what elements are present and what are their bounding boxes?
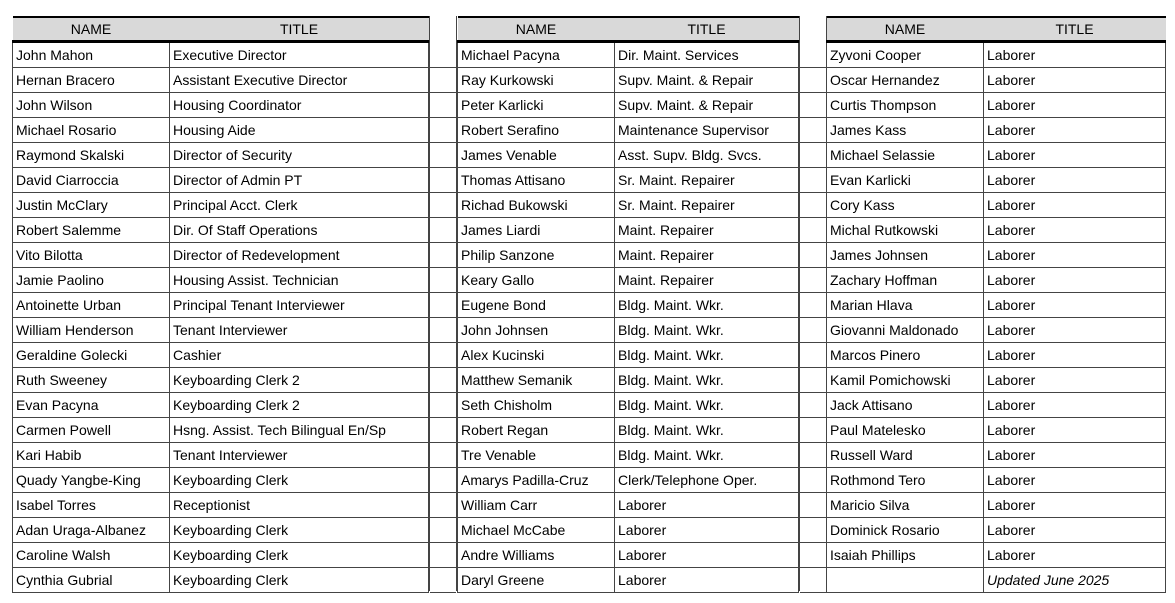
employee-name: Adan Uraga-Albanez bbox=[13, 518, 170, 543]
employee-name: Evan Pacyna bbox=[13, 393, 170, 418]
table-row bbox=[827, 518, 1166, 543]
employee-name: Giovanni Maldonado bbox=[827, 318, 984, 343]
employee-name: James Kass bbox=[827, 118, 984, 143]
table-row bbox=[827, 42, 1166, 68]
table-row bbox=[458, 218, 799, 243]
employee-title: Housing Coordinator bbox=[170, 93, 429, 118]
employee-title: Receptionist bbox=[170, 493, 429, 518]
employee-title: Maint. Repairer bbox=[615, 268, 799, 293]
employee-name: Isaiah Phillips bbox=[827, 543, 984, 568]
table-row bbox=[827, 218, 1166, 243]
employee-title: Laborer bbox=[984, 368, 1166, 393]
employee-title: Laborer bbox=[984, 193, 1166, 218]
table-row bbox=[458, 193, 799, 218]
table-row bbox=[827, 93, 1166, 118]
employee-title: Housing Assist. Technician bbox=[170, 268, 429, 293]
employee-title: Sr. Maint. Repairer bbox=[615, 193, 799, 218]
table-row bbox=[827, 493, 1166, 518]
table-row bbox=[458, 42, 799, 68]
employee-name: Zyvoni Cooper bbox=[827, 42, 984, 68]
staff-table bbox=[12, 16, 429, 593]
table-row bbox=[827, 543, 1166, 568]
table-row bbox=[458, 143, 799, 168]
employee-title: Laborer bbox=[984, 443, 1166, 468]
title-column-header: TITLE bbox=[615, 17, 799, 42]
employee-title: Director of Security bbox=[170, 143, 429, 168]
employee-title: Tenant Interviewer bbox=[170, 443, 429, 468]
table-row bbox=[458, 393, 799, 418]
employee-name: Tre Venable bbox=[458, 443, 615, 468]
table-row bbox=[458, 368, 799, 393]
employee-title: Housing Aide bbox=[170, 118, 429, 143]
employee-title: Keyboarding Clerk bbox=[170, 543, 429, 568]
employee-title: Laborer bbox=[984, 293, 1166, 318]
employee-name: Michal Rutkowski bbox=[827, 218, 984, 243]
table-row bbox=[13, 118, 429, 143]
employee-name: Kari Habib bbox=[13, 443, 170, 468]
table-row bbox=[827, 243, 1166, 268]
employee-name: John Wilson bbox=[13, 93, 170, 118]
table-row bbox=[458, 168, 799, 193]
employee-name: Michael Rosario bbox=[13, 118, 170, 143]
employee-title: Clerk/Telephone Oper. bbox=[615, 468, 799, 493]
employee-name: Carmen Powell bbox=[13, 418, 170, 443]
employee-title: Laborer bbox=[984, 218, 1166, 243]
table-row bbox=[13, 268, 429, 293]
employee-name: Rothmond Tero bbox=[827, 468, 984, 493]
table-row bbox=[13, 93, 429, 118]
table-row bbox=[13, 368, 429, 393]
employee-title: Bldg. Maint. Wkr. bbox=[615, 318, 799, 343]
employee-name: Jack Attisano bbox=[827, 393, 984, 418]
table-row bbox=[458, 293, 799, 318]
employee-title: Keyboarding Clerk 2 bbox=[170, 368, 429, 393]
employee-title: Laborer bbox=[984, 42, 1166, 68]
table-row bbox=[13, 143, 429, 168]
employee-title: Hsng. Assist. Tech Bilingual En/Sp bbox=[170, 418, 429, 443]
employee-name: Philip Sanzone bbox=[458, 243, 615, 268]
header-row bbox=[827, 17, 1166, 42]
employee-name: Dominick Rosario bbox=[827, 518, 984, 543]
table-row bbox=[458, 243, 799, 268]
table-row bbox=[827, 393, 1166, 418]
employee-name: Ruth Sweeney bbox=[13, 368, 170, 393]
employee-name: Eugene Bond bbox=[458, 293, 615, 318]
employee-name: Curtis Thompson bbox=[827, 93, 984, 118]
table-row bbox=[13, 343, 429, 368]
employee-title: Keyboarding Clerk 2 bbox=[170, 393, 429, 418]
employee-title: Bldg. Maint. Wkr. bbox=[615, 443, 799, 468]
employee-title: Laborer bbox=[984, 143, 1166, 168]
employee-name: Raymond Skalski bbox=[13, 143, 170, 168]
employee-title: Cashier bbox=[170, 343, 429, 368]
table-row bbox=[827, 568, 1166, 593]
employee-name: Russell Ward bbox=[827, 443, 984, 468]
table-row bbox=[13, 518, 429, 543]
employee-title: Laborer bbox=[984, 268, 1166, 293]
employee-name: William Carr bbox=[458, 493, 615, 518]
employee-name: Richad Bukowski bbox=[458, 193, 615, 218]
employee-name: Antoinette Urban bbox=[13, 293, 170, 318]
staff-table-1 bbox=[12, 16, 429, 593]
table-row bbox=[827, 268, 1166, 293]
employee-name: James Venable bbox=[458, 143, 615, 168]
table-row bbox=[13, 68, 429, 93]
employee-name: Amarys Padilla-Cruz bbox=[458, 468, 615, 493]
employee-name: Geraldine Golecki bbox=[13, 343, 170, 368]
employee-title: Laborer bbox=[984, 93, 1166, 118]
employee-title: Keyboarding Clerk bbox=[170, 518, 429, 543]
table-row bbox=[13, 42, 429, 68]
employee-title: Laborer bbox=[615, 568, 799, 593]
employee-title: Bldg. Maint. Wkr. bbox=[615, 368, 799, 393]
employee-title: Executive Director bbox=[170, 42, 429, 68]
employee-title: Bldg. Maint. Wkr. bbox=[615, 293, 799, 318]
employee-title: Director of Admin PT bbox=[170, 168, 429, 193]
table-row bbox=[827, 368, 1166, 393]
employee-title: Maint. Repairer bbox=[615, 243, 799, 268]
employee-name: William Henderson bbox=[13, 318, 170, 343]
table-row bbox=[13, 193, 429, 218]
table-row bbox=[458, 68, 799, 93]
employee-name: Quady Yangbe-King bbox=[13, 468, 170, 493]
header-row bbox=[13, 17, 429, 42]
employee-name: Daryl Greene bbox=[458, 568, 615, 593]
employee-title: Sr. Maint. Repairer bbox=[615, 168, 799, 193]
table-row bbox=[458, 343, 799, 368]
table-row bbox=[13, 418, 429, 443]
employee-name: Isabel Torres bbox=[13, 493, 170, 518]
name-column-header: NAME bbox=[827, 17, 984, 42]
table-row bbox=[13, 218, 429, 243]
employee-name: Andre Williams bbox=[458, 543, 615, 568]
employee-name: Paul Matelesko bbox=[827, 418, 984, 443]
table-row bbox=[827, 168, 1166, 193]
employee-title: Laborer bbox=[984, 343, 1166, 368]
employee-name: Evan Karlicki bbox=[827, 168, 984, 193]
table-row bbox=[13, 318, 429, 343]
table-row bbox=[458, 468, 799, 493]
employee-name: James Johnsen bbox=[827, 243, 984, 268]
table-row bbox=[458, 418, 799, 443]
table-row bbox=[458, 118, 799, 143]
updated-note: Updated June 2025 bbox=[984, 568, 1166, 593]
employee-title: Laborer bbox=[984, 243, 1166, 268]
employee-name: Seth Chisholm bbox=[458, 393, 615, 418]
employee-title: Laborer bbox=[984, 393, 1166, 418]
employee-name: Peter Karlicki bbox=[458, 93, 615, 118]
table-row bbox=[13, 293, 429, 318]
employee-title: Laborer bbox=[984, 68, 1166, 93]
table-row bbox=[827, 443, 1166, 468]
employee-title: Maintenance Supervisor bbox=[615, 118, 799, 143]
employee-title: Laborer bbox=[984, 168, 1166, 193]
table-row bbox=[827, 293, 1166, 318]
employee-name: Vito Bilotta bbox=[13, 243, 170, 268]
employee-name: Keary Gallo bbox=[458, 268, 615, 293]
employee-title: Laborer bbox=[984, 468, 1166, 493]
employee-title: Dir. Of Staff Operations bbox=[170, 218, 429, 243]
employee-title: Tenant Interviewer bbox=[170, 318, 429, 343]
employee-name: Robert Serafino bbox=[458, 118, 615, 143]
employee-name: John Johnsen bbox=[458, 318, 615, 343]
staff-table-2 bbox=[457, 16, 799, 593]
table-row bbox=[13, 393, 429, 418]
employee-name: Caroline Walsh bbox=[13, 543, 170, 568]
employee-title: Keyboarding Clerk bbox=[170, 568, 429, 593]
table-row bbox=[13, 243, 429, 268]
table-row bbox=[458, 493, 799, 518]
employee-title: Laborer bbox=[984, 493, 1166, 518]
column-gap-2 bbox=[799, 16, 827, 591]
table-row bbox=[827, 468, 1166, 493]
employee-title: Supv. Maint. & Repair bbox=[615, 93, 799, 118]
employee-name: John Mahon bbox=[13, 42, 170, 68]
table-row bbox=[458, 268, 799, 293]
employee-name: Alex Kucinski bbox=[458, 343, 615, 368]
employee-title: Assistant Executive Director bbox=[170, 68, 429, 93]
employee-name: Michael Selassie bbox=[827, 143, 984, 168]
employee-name: David Ciarroccia bbox=[13, 168, 170, 193]
staff-table-3 bbox=[826, 16, 1166, 593]
employee-name: Maricio Silva bbox=[827, 493, 984, 518]
staff-table bbox=[826, 16, 1166, 593]
employee-name: Robert Regan bbox=[458, 418, 615, 443]
header-row bbox=[458, 17, 799, 42]
employee-name: Matthew Semanik bbox=[458, 368, 615, 393]
table-row bbox=[13, 443, 429, 468]
table-row bbox=[458, 543, 799, 568]
table-row bbox=[458, 93, 799, 118]
employee-name: Cynthia Gubrial bbox=[13, 568, 170, 593]
employee-title: Dir. Maint. Services bbox=[615, 42, 799, 68]
employee-title: Maint. Repairer bbox=[615, 218, 799, 243]
employee-title: Director of Redevelopment bbox=[170, 243, 429, 268]
employee-title: Laborer bbox=[984, 118, 1166, 143]
table-row bbox=[13, 543, 429, 568]
employee-name: Robert Salemme bbox=[13, 218, 170, 243]
employee-name: Justin McClary bbox=[13, 193, 170, 218]
employee-title: Bldg. Maint. Wkr. bbox=[615, 393, 799, 418]
table-row bbox=[13, 168, 429, 193]
employee-name bbox=[827, 568, 984, 593]
employee-name: Cory Kass bbox=[827, 193, 984, 218]
employee-name: Michael Pacyna bbox=[458, 42, 615, 68]
name-column-header: NAME bbox=[13, 17, 170, 42]
employee-title: Asst. Supv. Bldg. Svcs. bbox=[615, 143, 799, 168]
employee-name: Zachary Hoffman bbox=[827, 268, 984, 293]
employee-title: Laborer bbox=[615, 543, 799, 568]
employee-name: Oscar Hernandez bbox=[827, 68, 984, 93]
employee-name: James Liardi bbox=[458, 218, 615, 243]
table-row bbox=[827, 193, 1166, 218]
title-column-header: TITLE bbox=[984, 17, 1166, 42]
employee-title: Bldg. Maint. Wkr. bbox=[615, 418, 799, 443]
table-row bbox=[13, 493, 429, 518]
table-row bbox=[458, 318, 799, 343]
table-row bbox=[458, 443, 799, 468]
employee-name: Marian Hlava bbox=[827, 293, 984, 318]
employee-title: Laborer bbox=[984, 318, 1166, 343]
table-row bbox=[827, 418, 1166, 443]
employee-title: Laborer bbox=[615, 518, 799, 543]
employee-name: Kamil Pomichowski bbox=[827, 368, 984, 393]
employee-title: Laborer bbox=[984, 518, 1166, 543]
title-column-header: TITLE bbox=[170, 17, 429, 42]
employee-name: Thomas Attisano bbox=[458, 168, 615, 193]
name-column-header: NAME bbox=[458, 17, 615, 42]
table-row bbox=[13, 568, 429, 593]
employee-title: Laborer bbox=[984, 543, 1166, 568]
table-row bbox=[827, 343, 1166, 368]
table-row bbox=[458, 518, 799, 543]
employee-name: Marcos Pinero bbox=[827, 343, 984, 368]
employee-name: Michael McCabe bbox=[458, 518, 615, 543]
employee-name: Jamie Paolino bbox=[13, 268, 170, 293]
column-gap-1 bbox=[429, 16, 457, 591]
employee-title: Keyboarding Clerk bbox=[170, 468, 429, 493]
employee-title: Laborer bbox=[984, 418, 1166, 443]
employee-title: Principal Tenant Interviewer bbox=[170, 293, 429, 318]
table-row bbox=[827, 68, 1166, 93]
employee-title: Supv. Maint. & Repair bbox=[615, 68, 799, 93]
table-row bbox=[827, 118, 1166, 143]
table-row bbox=[13, 468, 429, 493]
table-row bbox=[827, 143, 1166, 168]
table-row bbox=[827, 318, 1166, 343]
table-row bbox=[458, 568, 799, 593]
employee-name: Ray Kurkowski bbox=[458, 68, 615, 93]
employee-title: Principal Acct. Clerk bbox=[170, 193, 429, 218]
employee-title: Bldg. Maint. Wkr. bbox=[615, 343, 799, 368]
employee-name: Hernan Bracero bbox=[13, 68, 170, 93]
employee-title: Laborer bbox=[615, 493, 799, 518]
staff-table bbox=[457, 16, 799, 593]
